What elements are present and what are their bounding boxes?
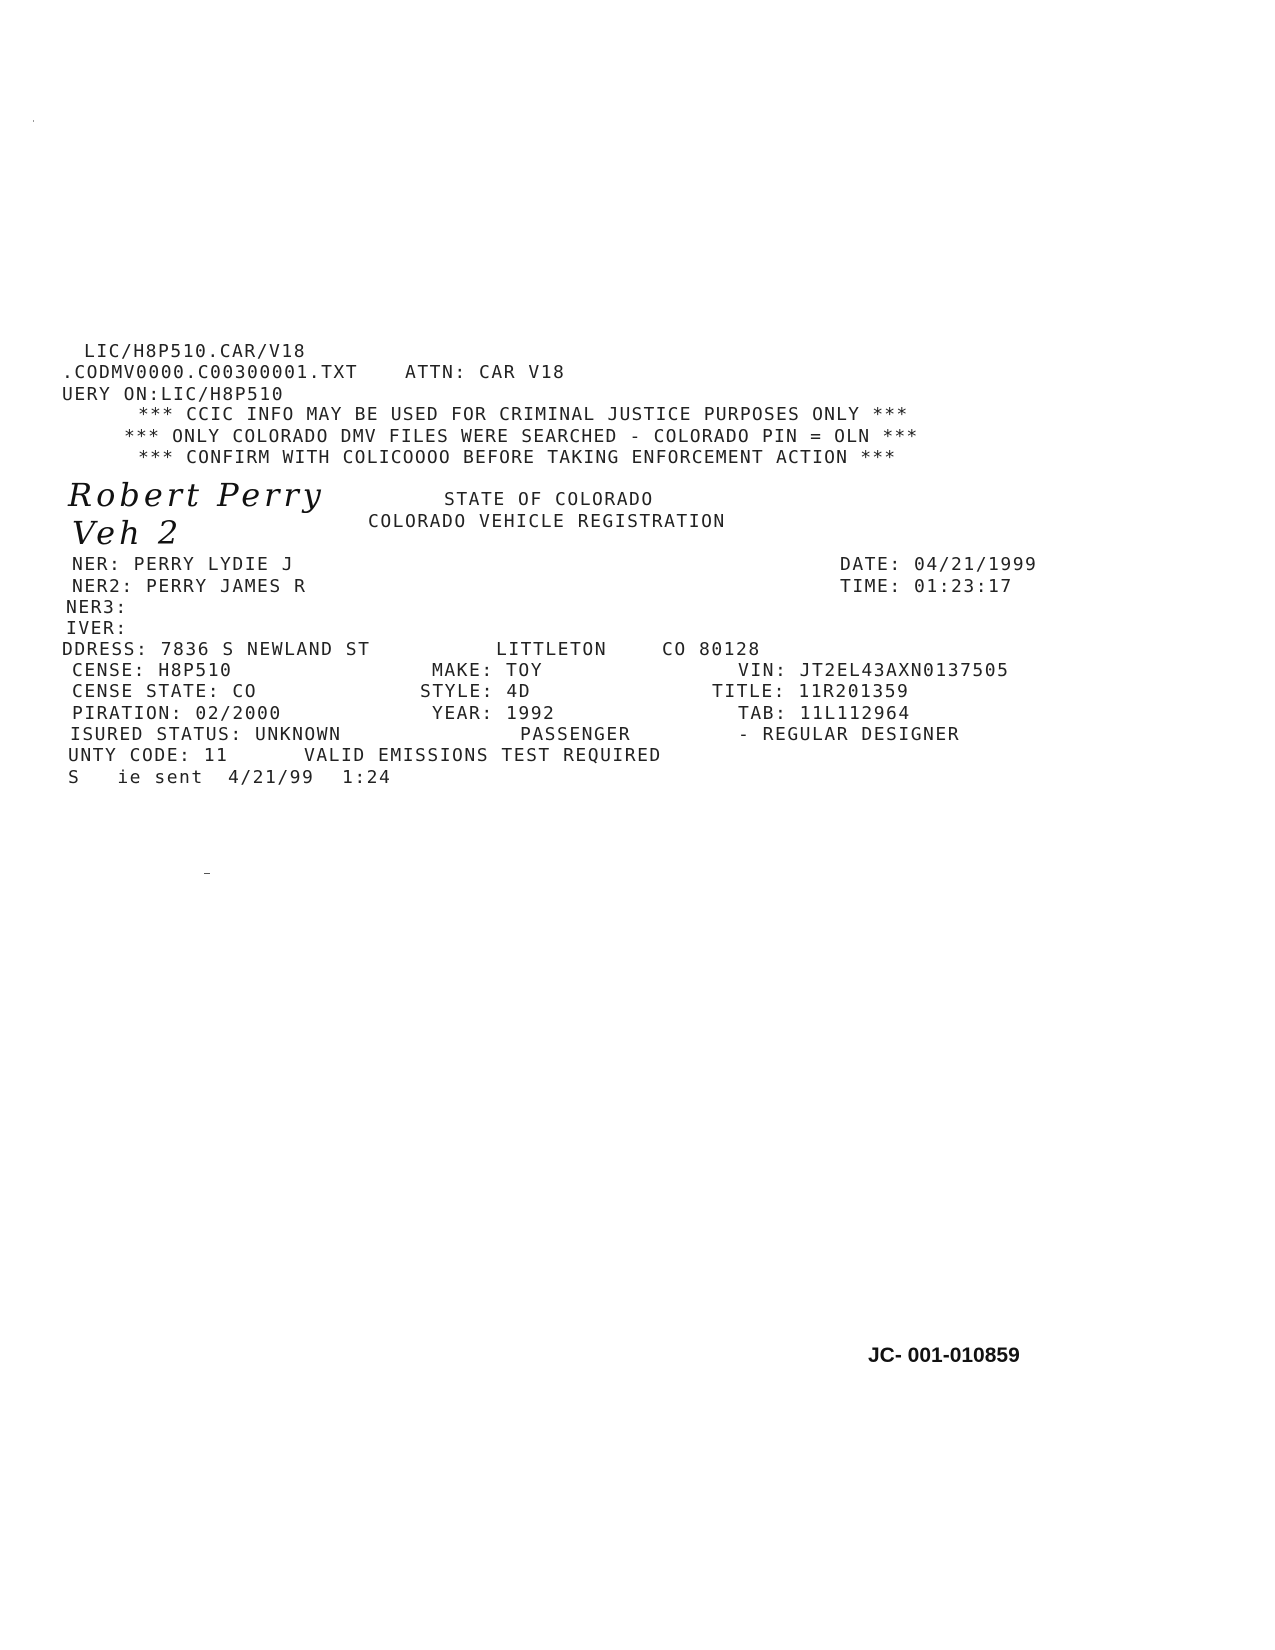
sent-label: S ie sent (68, 767, 204, 788)
header-attn: ATTN: CAR V18 (405, 362, 566, 383)
make-field: MAKE: TOY (432, 660, 544, 681)
handwritten-vehicle: Veh 2 (72, 514, 183, 552)
license-state-field: CENSE STATE: CO (72, 681, 258, 702)
year-field: YEAR: 1992 (432, 703, 556, 724)
emissions-field: VALID EMISSIONS TEST REQUIRED (304, 745, 662, 766)
passenger-field: PASSENGER (520, 724, 632, 745)
scan-speck (204, 873, 210, 874)
handwritten-name: Robert Perry (68, 476, 325, 514)
state-title: STATE OF COLORADO (444, 489, 654, 510)
bates-number: JC- 001-010859 (868, 1344, 1020, 1367)
vin-field: VIN: JT2EL43AXN0137505 (738, 660, 1010, 681)
insured-status-field: ISURED STATUS: UNKNOWN (70, 724, 342, 745)
header-line-3: UERY ON:LIC/H8P510 (62, 384, 285, 405)
notice-line-1: *** CCIC INFO MAY BE USED FOR CRIMINAL JUSTICE PURPOSES ONLY *** (138, 404, 909, 425)
notice-line-2: *** ONLY COLORADO DMV FILES WERE SEARCHED - COLORADO PIN = OLN *** (124, 426, 919, 447)
owner-line: NER: PERRY LYDIE J (72, 554, 295, 575)
county-code-field: UNTY CODE: 11 (68, 745, 229, 766)
owner2-line: NER2: PERRY JAMES R (72, 576, 307, 597)
owner3-line: NER3: (66, 597, 128, 618)
header-line-1: LIC/H8P510.CAR/V18 (84, 341, 307, 362)
scan-speck (33, 120, 34, 122)
address-state-zip: CO 80128 (662, 639, 761, 660)
sent-time: 1:24 (342, 767, 392, 788)
designer-field: - REGULAR DESIGNER (738, 724, 961, 745)
license-field: CENSE: H8P510 (72, 660, 233, 681)
header-line-2: .CODMV0000.C00300001.TXT (62, 362, 359, 383)
sent-date: 4/21/99 (228, 767, 315, 788)
notice-line-3: *** CONFIRM WITH COLICOOOO BEFORE TAKING ENFORCEMENT ACTION *** (138, 447, 897, 468)
address-city: LITTLETON (496, 639, 608, 660)
tab-field: TAB: 11L112964 (738, 703, 911, 724)
registration-title: COLORADO VEHICLE REGISTRATION (368, 511, 726, 532)
style-field: STYLE: 4D (420, 681, 532, 702)
title-number-field: TITLE: 11R201359 (712, 681, 910, 702)
address-street: DDRESS: 7836 S NEWLAND ST (62, 639, 371, 660)
time-field: TIME: 01:23:17 (840, 576, 1013, 597)
expiration-field: PIRATION: 02/2000 (72, 703, 282, 724)
driver-line: IVER: (66, 618, 128, 639)
date-field: DATE: 04/21/1999 (840, 554, 1038, 575)
